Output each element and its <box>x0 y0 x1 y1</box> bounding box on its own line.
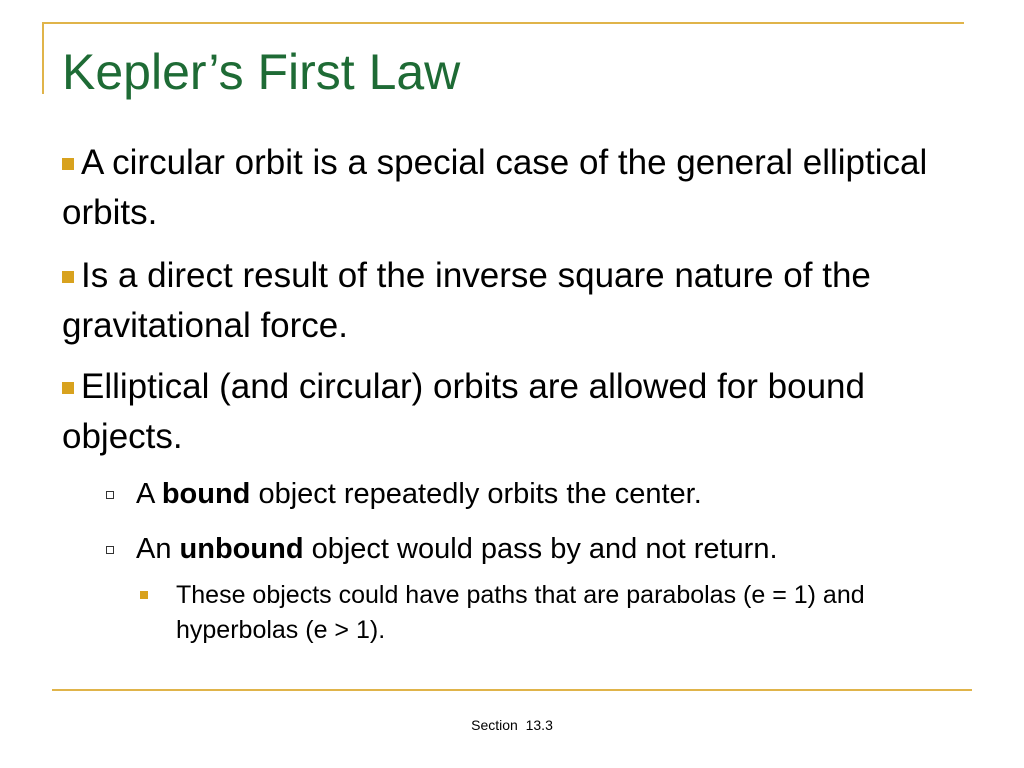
footer-divider <box>52 689 972 691</box>
sub-bullet-suffix: object would pass by and not return. <box>303 533 778 565</box>
slide-title: Kepler’s First Law <box>62 44 461 100</box>
bullet-item <box>62 138 967 238</box>
sub-bullet-keyword: unbound <box>179 533 304 565</box>
bullet-text: A circular orbit is a special case of the general elliptical orbits. <box>62 143 928 232</box>
bullet-text: Is a direct result of the inverse square nature of the gravitational force. <box>62 256 871 345</box>
bullet-item <box>62 251 967 351</box>
sub-bullet-prefix: An <box>136 533 180 565</box>
sub-sub-bullet-text: These objects could have paths that are parabolas (e = 1) and hyperbolas (e > 1). <box>176 581 865 644</box>
sub-bullet-item <box>106 531 986 567</box>
left-frame-line <box>42 22 44 94</box>
bullet-item <box>62 362 967 462</box>
sub-bullet-suffix: object repeatedly orbits the center. <box>250 478 702 510</box>
sub-bullet-prefix: A <box>136 478 162 510</box>
sub-bullet-keyword: bound <box>161 478 251 510</box>
hollow-square-bullet-icon <box>106 546 114 554</box>
hollow-square-bullet-icon <box>106 491 114 499</box>
footer-section-label: Section 13.3 <box>471 717 553 733</box>
square-bullet-icon <box>62 158 74 170</box>
top-frame-line <box>42 22 964 24</box>
square-bullet-icon <box>140 591 148 599</box>
square-bullet-icon <box>62 271 74 283</box>
sub-bullet-item <box>106 476 986 512</box>
square-bullet-icon <box>62 382 74 394</box>
sub-sub-bullet-item <box>140 578 980 648</box>
bullet-text: Elliptical (and circular) orbits are allowed for bound objects. <box>62 367 865 456</box>
